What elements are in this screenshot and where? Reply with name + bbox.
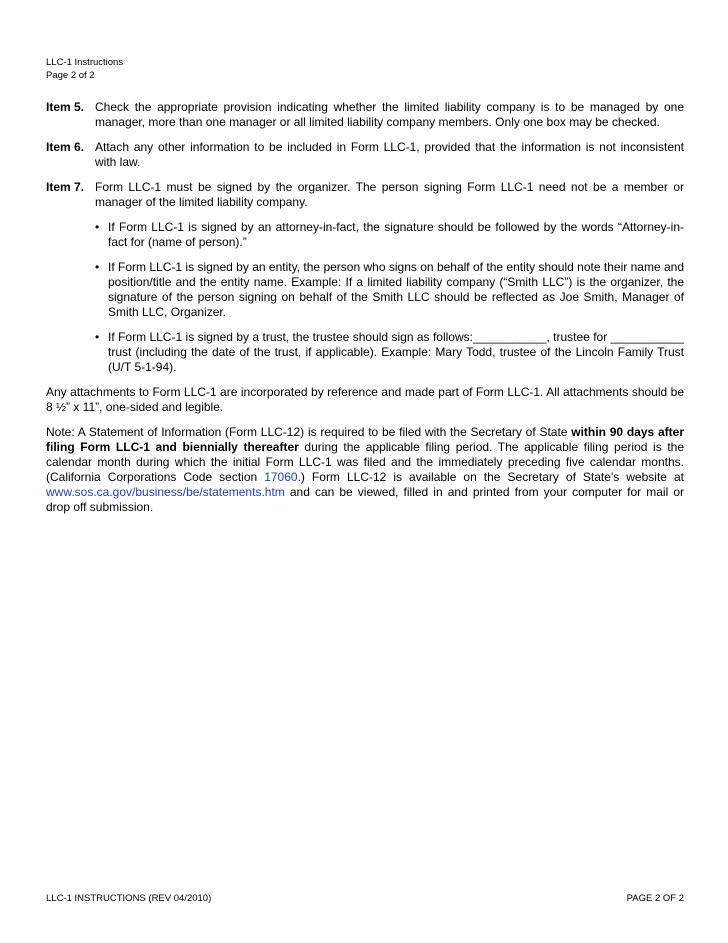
list-item [95,260,684,320]
item-text: Form LLC-1 must be signed by the organizer. The person signing Form LLC-1 need not be a member or manager of the limited liability company. [95,180,684,209]
bullet-icon: • [95,330,100,344]
sos-website-link[interactable]: www.sos.ca.gov/business/be/statements.htm [46,485,285,499]
note-deadline: within 90 days after filing Form LLC-1 and biennially thereafter [46,425,684,454]
instructions-body [46,100,684,525]
note-text: .) Form LLC-12 is available on the Secretary of State's website at [297,470,684,484]
page-header [46,56,123,82]
item-7 [46,180,684,210]
note-paragraph [46,425,684,515]
note-text: Note: A Statement of Information (Form LLC-12) is required to be filed with the Secretary of State [46,425,572,439]
item-label: Item 6. [46,140,85,154]
note-text: and can be viewed, filled in and printed from your computer for mail or drop off submission. [46,485,684,514]
list-item [95,330,684,375]
list-item [95,220,684,250]
item-6 [46,140,684,170]
note-text: during the applicable filing period. The applicable filing period is the calendar month during which the initial Form LLC-1 was filed and the immediately preceding five calendar months. (California Corporations Code section [46,440,685,484]
page-indicator: Page 2 of 2 [46,70,95,81]
bullet-icon: • [95,260,100,274]
item-5 [46,100,684,130]
bullet-text: If Form LLC-1 is signed by a trust, the trustee should sign as follows:___________, trustee for ___________ trust (including the date of the trust, if applicable). Example: Mary Todd, trustee of the Lincoln Family Trust (U/T 5-1-94). [108,330,684,374]
item-label: Item 7. [46,180,85,194]
page-footer [46,893,684,904]
bullet-text: If Form LLC-1 is signed by an entity, the person who signs on behalf of the entity should note their name and position/title and the entity name. Example: If a limited liability company (“Smith LLC”) is the organizer, the signature of the person signing on behalf of the Smith LLC should be reflected as Joe Smith, Manager of Smith LLC, Organizer. [108,260,684,319]
bullet-icon: • [95,220,100,234]
item-label: Item 5. [46,100,85,114]
footer-form-revision: LLC-1 INSTRUCTIONS (REV 04/2010) [46,893,212,904]
footer-page-number: PAGE 2 OF 2 [626,893,684,904]
bullet-text: If Form LLC-1 is signed by an attorney-in-fact, the signature should be followed by the words “Attorney-in-fact for (name of person).” [108,220,684,249]
item-text: Attach any other information to be included in Form LLC-1, provided that the information is not inconsistent with law. [95,140,684,169]
item-text: Check the appropriate provision indicating whether the limited liability company is to be managed by one manager, more than one manager or all limited liability company members. Only one box may be checked. [95,100,684,129]
document-title: LLC-1 Instructions [46,57,124,68]
attachments-paragraph: Any attachments to Form LLC-1 are incorporated by reference and made part of Form LLC-1. All attachments should be 8 ½” x 11”, one-sided and legible. [46,385,684,414]
corporations-code-link[interactable]: 17060 [264,470,298,484]
signature-bullet-list [95,220,684,375]
